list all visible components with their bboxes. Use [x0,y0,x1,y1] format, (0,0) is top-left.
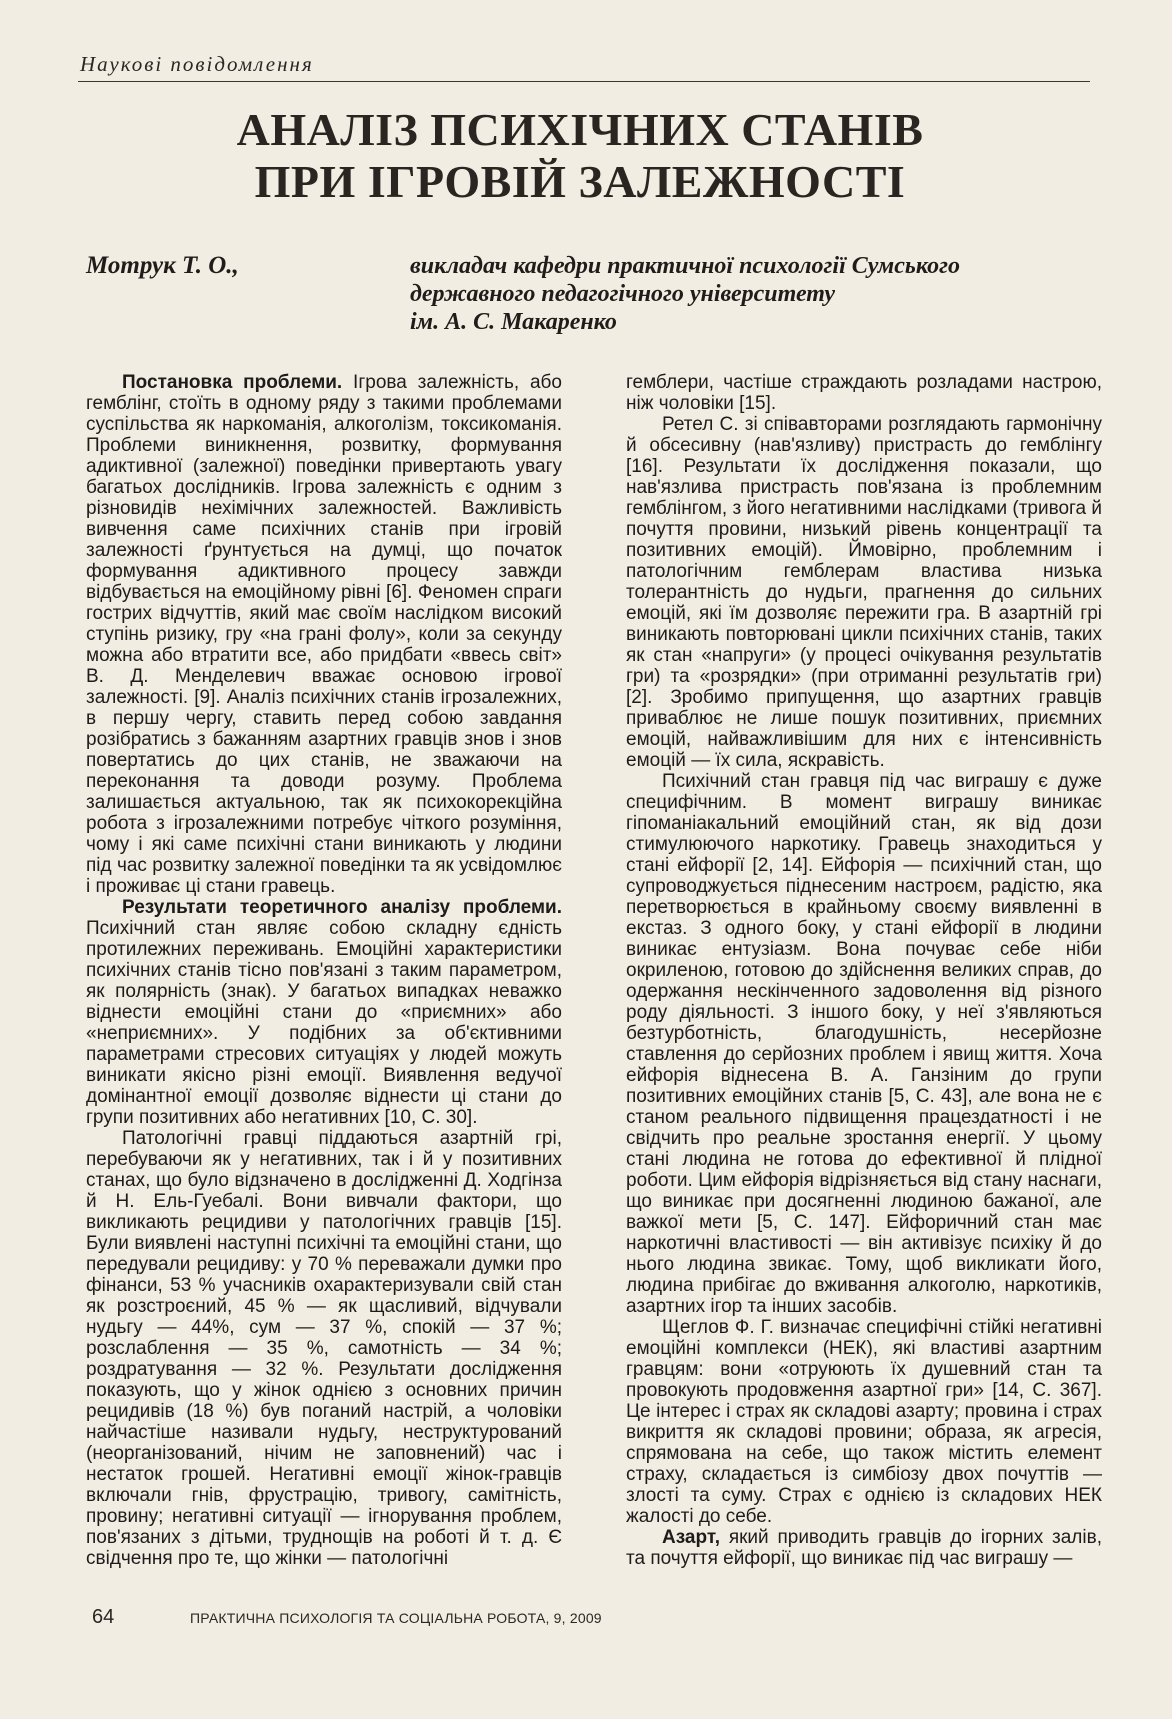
left-column [86,372,562,1569]
paragraph-nek: Щеглов Ф. Г. визначає специфічні стійкі негативні емоційні комплекси (НЕК), які властиві азартним гравцям: вони «отруюють їх душевний стан та провокують продовження азартної гри» [14, С. 367]. Це інтерес і страх як складові азарту; провина і страх викриття як складові провини; образа, як агресія, спрямована на себе, що також містить елемент страху, складається із симбіозу двох почуттів — злості та суму. Страх є однією із складових НЕК жалості до себе. [626,1317,1102,1527]
paragraph-problem-statement [86,372,562,897]
paragraph-text: Психічний стан являє собою складну єдність протилежних переживань. Емоційні характеристики психічних станів тісно пов'язані з таким параметром, як полярність (знак). У багатьох випадках неважко віднести емоційні стани до «приємних» або «неприємних». У подібних за об'єктивними параметрами стресових ситуаціях у людей можуть виникати якісно різні емоції. Виявлення ведучої домінантної емоції дозволяє віднести ці стани до групи позитивних або негативних [10, С. 30]. [86,918,562,1128]
article-title [120,104,1040,208]
section-header: Наукові повідомлення [80,52,314,76]
paragraph-results [86,897,562,1128]
author-affiliation [410,252,1090,336]
affiliation-line-2: державного педагогічного університету [410,281,836,307]
paragraph-euphoria: Психічний стан гравця під час виграшу є дуже специфічним. В момент виграшу виникає гіпоманіакальний емоційний стан, як від дози стимулюючого наркотику. Гравець знаходиться у стані ейфорії [2, 14]. Ейфорія — психічний стан, що супроводжується піднесеним настроєм, радістю, яка перетворюється в крайньому своєму виявленні в екстаз. З одного боку, у стані ейфорії в людини виникає ентузіазм. Вона почуває себе ніби окриленою, готовою до здійснення великих справ, до одержання нескінченного задоволення від різного роду діяльності. З іншого боку, у неї з'являються безтурботність, благодушність, несерйозне ставлення до серйозних проблем і явищ життя. Хоча ейфорія віднесена В. А. Ганзіним до групи позитивних емоційних станів [5, С. 43], але вона не є станом реального підвищення працездатності і не свідчить про реальне зростання енергії. У цьому стані людина не готова до ефективної й плідної роботи. Цим ейфорія відрізняється від стану наснаги, що виникає при досягненні людиною бажаної, але важкої мети [5, С. 147]. Ейфоричний стан має наркотичні властивості — він активізує психіку й до нього людина звикає. Тому, щоб викликати його, людина прибігає до вживання алкоголю, наркотиків, азартних ігор та інших засобів. [626,771,1102,1317]
paragraph-lead: Результати теоретичного аналізу проблеми. [122,897,562,918]
paragraph-pathological-gamblers: Патологічні гравці піддаються азартній грі, перебуваючи як у негативних, так і й у позитивних станах, що було відзначено в дослідженні Д. Ходгінза й Н. Ель-Гуебалі. Вони вивчали фактори, що викликають рецидиви у патологічних гравців [15]. Були виявлені наступні психічні та емоційні стани, що передували рецидиву: у 70 % переважали думки про фінанси, 53 % учасників охарактеризували свій стан як розстроєний, 45 % — як щасливий, відчували нудьгу — 44%, сум — 37 %, спокій — 37 %; розслаблення — 35 %, самотність — 34 %; роздратування — 32 %. Результати дослідження показують, що у жінок однією з основних причин рецидивів (18 %) був поганий настрій, а чоловіки найчастіше називали нудьгу, неструктурований (неорганізований, нічим не заповнений) час і нестаток грошей. Негативні емоції жінок-гравців включали гнів, фрустрацію, тривогу, самітність, провину; негативні ситуації — ігнорування проблем, пов'язаних з дітьми, труднощів на роботі й т. д. Є свідчення про те, що жінки — патологічні [86,1128,562,1569]
title-line-1: АНАЛІЗ ПСИХІЧНИХ СТАНІВ [236,104,924,155]
paragraph-lead: Постановка проблеми. [122,372,343,393]
right-column [626,372,1102,1569]
header-rule [78,81,1090,82]
paragraph-azart [626,1527,1102,1569]
journal-footer: ПРАКТИЧНА ПСИХОЛОГІЯ ТА СОЦІАЛЬНА РОБОТА, 9, 2009 [190,1610,602,1626]
paragraph-lead: Азарт, [662,1527,720,1548]
paragraph-continuation: гемблери, частіше страждають розладами настрою, ніж чоловіки [15]. [626,372,1102,414]
paragraph-text: який приводить гравців до ігорних залів, та почуття ейфорії, що виникає під час виграшу — [626,1527,1102,1569]
page-number: 64 [92,1606,115,1628]
title-line-2: ПРИ ІГРОВІЙ ЗАЛЕЖНОСТІ [254,156,906,207]
affiliation-line-1: викладач кафедри практичної психології Сумського [410,253,960,279]
paragraph-text: Ігрова залежність, або гемблінг, стоїть в одному ряду з такими проблемами суспільства як наркоманія, алкоголізм, токсикоманія. Проблеми виникнення, розвитку, формування адиктивної (залежної) поведінки привертають увагу багатьох дослідників. Ігрова залежність є одним з різновидів нехімічних залежностей. Важливість вивчення саме психічних станів при ігровій залежності ґрунтується на думці, що початок формування адиктивного процесу завжди відбувається на емоційному рівні [6]. Феномен спраги гострих відчуттів, який має своїм наслідком високий ступінь ризику, гру «на грані фолу», коли за секунду можна або втратити все, або придбати «ввесь світ» В. Д. Менделевич вважає основою ігрової залежності. [9]. Аналіз психічних станів ігрозалежних, в першу чергу, ставить перед собою завдання розібратись з бажанням азартних гравців знов і знов повертатись до цих станів, не зважаючи на переконання та доводи розуму. Проблема залишається актуальною, так як психокорекційна робота з ігрозалежними потребує чіткого розуміння, чому і які саме психічні стани виникають у людини під час розвитку залежної поведінки та як усвідомлює і проживає ці стани гравець. [86,372,563,897]
affiliation-line-3: ім. А. С. Макаренко [410,309,617,335]
author-name: Мотрук Т. О., [86,252,239,279]
paragraph-passion: Ретел С. зі співавторами розглядають гармонічну й обсесивну (нав'язливу) пристрасть до гемблінгу [16]. Результати їх дослідження показали, що нав'язлива пристрасть пов'язана із проблемним гемблінгом, з його негативними наслідками (тривога й почуття провини, низький рівень концентрації та позитивних емоцій). Ймовірно, проблемним і патологічним гемблерам властива низька толерантність до нудьги, прагнення до сильних емоцій, які їм дозволяє пережити гра. В азартній грі виникають повторювані цикли психічних станів, таких як стан «напруги» (у процесі очікування результатів гри) та «розрядки» (при отриманні результатів гри) [2]. Зробимо припущення, що азартних гравців приваблює не лише пошук позитивних, приємних емоцій, найважливішим для них є інтенсивність емоцій — їх сила, яскравість. [626,414,1103,771]
